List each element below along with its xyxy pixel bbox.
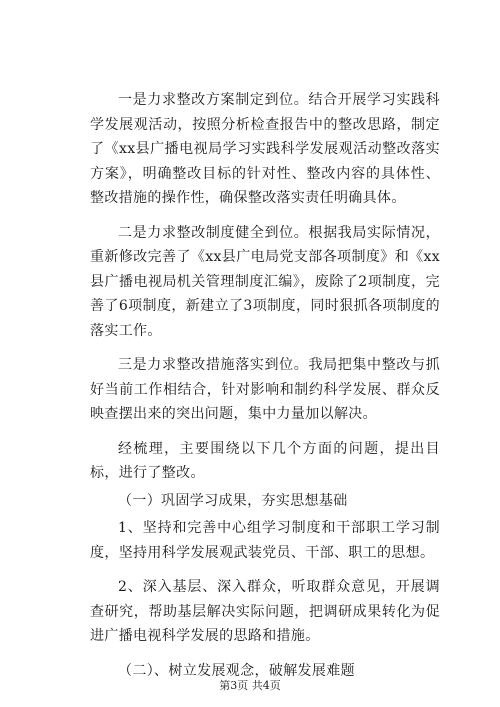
list-item-1: 1、坚持和完善中心组学习制度和干部职工学习制度，坚持用科学发展观武装党员、干部、职工的思想。 (90, 520, 440, 561)
list-item-2: 2、深入基层、深入群众，听取群众意见，开展调查研究，帮助基层解决实际问题，把调研成果转化为促进广播电视科学发展的思路和措施。 (90, 579, 440, 644)
paragraph-rectification-system: 二是力求整改制度健全到位。根据我局实际情况，重新修改完善了《xx县广电局党支部各项制度》和《xx县广播电视局机关管理制度汇编》，废除了2项制度，完善了6项制度，新建立了3项制度，同时狠抓各项制度的落实工作。 (90, 224, 440, 339)
document-body (90, 88, 440, 683)
section-heading-2: （二）、树立发展观念，破解发展难题 (118, 662, 355, 679)
paragraph-rectification-measures: 三是力求整改措施落实到位。我局把集中整改与抓好当前工作相结合，针对影响和制约科学发展、群众反映查摆出来的突出问题，集中力量加以解决。 (90, 357, 440, 422)
section-heading-1: （一）巩固学习成果，夯实思想基础 (118, 492, 348, 509)
paragraph-summary: 经梳理，主要围绕以下几个方面的问题，提出目标，进行了整改。 (90, 440, 440, 481)
paragraph-rectification-plan: 一是力求整改方案制定到位。结合开展学习实践科学发展观活动，按照分析检查报告中的整改思路，制定了《xx县广播电视局学习实践科学发展观活动整改落实方案》，明确整改目标的针对性、整改内容的具体性、整改措施的操作性，确保整改落实责任明确具体。 (90, 92, 440, 206)
page-number: 第3页 共4页 (219, 679, 281, 692)
